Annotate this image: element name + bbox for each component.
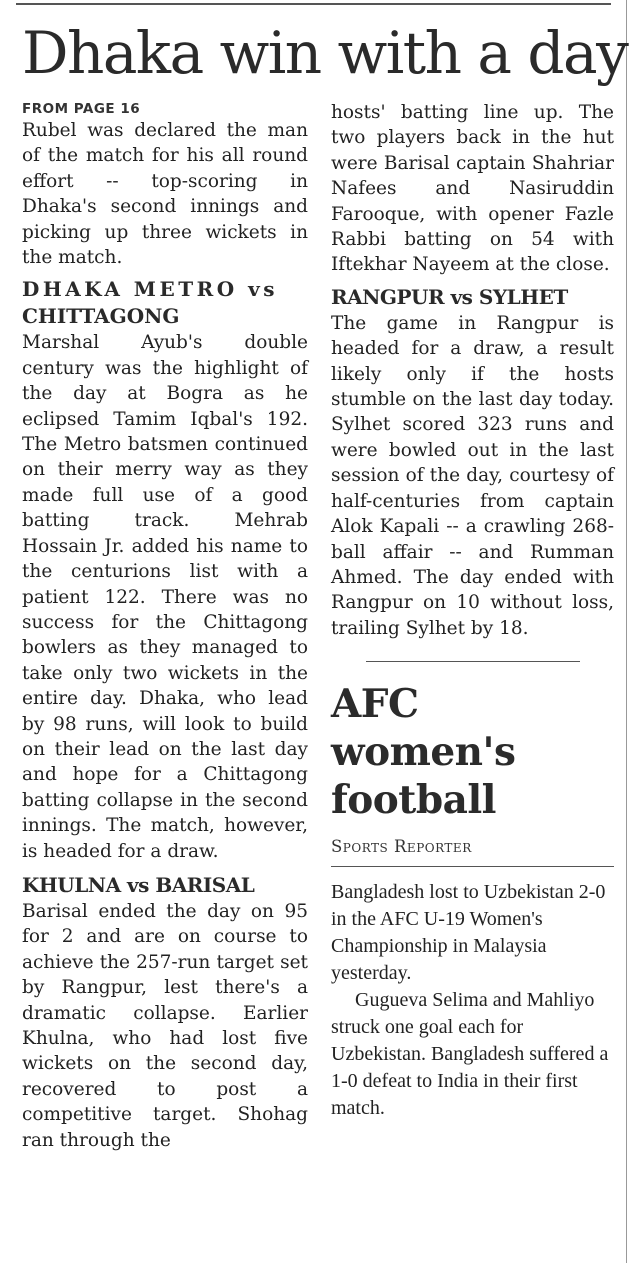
top-rule [16,3,611,5]
left-column [22,100,308,1153]
headline: Dhaka win with a day [22,19,628,87]
story-divider [366,661,580,662]
afc-paragraph-2: Gugueva Selima and Mahliyo struck one goal each for Uzbekistan. Bangladesh suffered a 1-0 defeat to India in their first match. [331,988,609,1119]
byline: Sports Reporter [331,837,472,857]
right-column [331,100,614,1122]
column-edge-rule [626,0,627,1263]
byline-rule [331,866,614,867]
metro-subhead-line2: CHITTAGONG [22,304,180,329]
jump-label: FROM PAGE 16 [22,101,141,117]
rangpur-paragraph: The game in Rangpur is headed for a draw, a result likely only if the hosts stumble on the last day today. Sylhet scored 323 runs and were bowled out in the last session of the day, courtesy of half-centuries from captain Alok Kapali -- a crawling 268-ball affair -- and Rumman Ahmed. The day ended with Rangpur on 10 without loss, trailing Sylhet by 18. [331,312,614,639]
metro-paragraph: Marshal Ayub's double century was the highlight of the day at Bogra as he eclipsed Tamim Iqbal's 192. The Metro batsmen continued on their merry way as they made full use of a good batting track. Mehrab Hossain Jr. added his name to the centurions list with a patient 122. There was no success for the Chittagong bowlers as they managed to take only two wickets in the entire day. Dhaka, who lead by 98 runs, will look to build on their lead on the last day and hope for a Chittagong batting collapse in the second innings. The match, however, is headed for a draw. [22,332,308,862]
metro-subhead-line1: DHAKA METRO vs [22,277,278,302]
afc-headline-line1: AFC women's [331,681,516,776]
khulna-paragraph-continued: hosts' batting line up. The two players back in the hut were Barisal captain Shahriar Nafees and Nasiruddin Farooque, with opener Fazle Rabbi batting on 54 with Iftekhar Nayeem at the close. [331,102,614,276]
khulna-subhead: KHULNA vs BARISAL [22,872,255,897]
rangpur-subhead: RANGPUR vs SYLHET [331,284,568,309]
intro-paragraph: Rubel was declared the man of the match for his all round effort -- top-scoring in Dhaka's second innings and picking up three wickets in the match. [22,120,308,269]
afc-story [331,680,614,1121]
afc-paragraph-1: Bangladesh lost to Uzbekistan 2-0 in the AFC U-19 Women's Championship in Malaysia yesterday. [331,880,606,984]
afc-headline-line2: football [331,777,496,824]
khulna-paragraph: Barisal ended the day on 95 for 2 and are on course to achieve the 257-run target set by Rangpur, lest there's a dramatic collapse. Earlier Khulna, who had lost five wickets on the second day, recovered to post a competitive target. Shohag ran through the [22,900,308,1151]
